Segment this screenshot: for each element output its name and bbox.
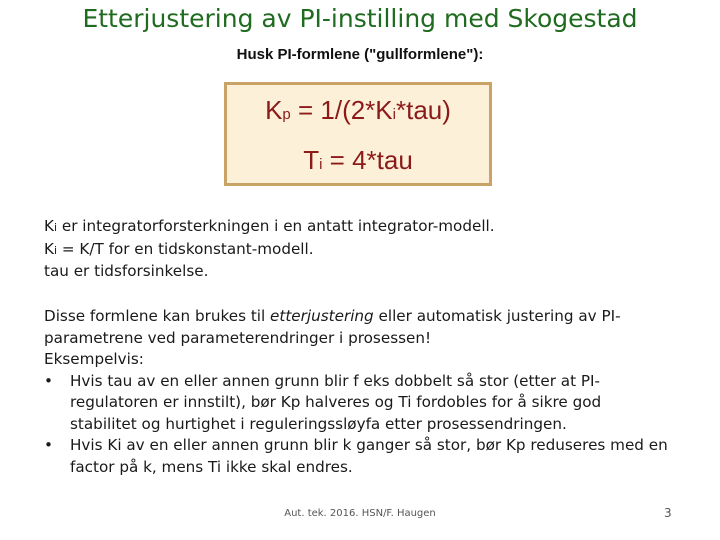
- formula-kp: [227, 95, 489, 126]
- bullet-1-line-3: stabilitet og hurtighet i reguleringssløyfa etter prosessendringen.: [70, 414, 567, 433]
- footer-course: Aut. tek. 2016. HSN/F. Haugen: [284, 508, 436, 519]
- bullet-item-1: [44, 371, 668, 436]
- usage-paragraph: [44, 306, 668, 478]
- formula-kp-symbol: K: [265, 95, 283, 125]
- slide-subtitle: Husk PI-formlene ("gullformlene"):: [236, 46, 484, 63]
- page-number: 3: [664, 506, 672, 520]
- definition-ki-time-constant: [44, 239, 495, 262]
- para-line-1-a: Disse formlene kan brukes til: [44, 307, 271, 325]
- bullet-2-line-1: Hvis Ki av en eller annen grunn blir k ganger så stor, bør Kp reduseres med en: [70, 436, 668, 454]
- def1-i: i: [53, 221, 58, 234]
- def2-i: i: [53, 243, 58, 257]
- bullet-1-line-2: regulatoren er innstilt), bør Kp halveres og Ti fordobles for å sikre god: [70, 393, 602, 411]
- bullet-2-line-2: factor på k, mens Ti ikke skal endres.: [70, 457, 353, 476]
- formula-kp-middle: = 1/(2*K: [290, 95, 393, 125]
- formula-ti-end: = 4*tau: [322, 145, 413, 175]
- bullet-2-mark: •: [44, 436, 53, 454]
- bullet-item-2: [44, 435, 668, 478]
- para-line-3: Eksempelvis:: [44, 350, 144, 368]
- def2-text: = K/T for en tidskonstant-modell.: [57, 239, 314, 258]
- definition-tau: tau er tidsforsinkelse.: [44, 262, 209, 280]
- def1-text: er integratorforsterkningen i en antatt integrator-modell.: [57, 217, 495, 235]
- slide-title: Etterjustering av PI-instilling med Skogestad: [82, 4, 638, 33]
- formula-ti-symbol: T: [303, 145, 320, 175]
- definitions-block: [44, 216, 495, 283]
- bullet-1-mark: •: [44, 371, 53, 390]
- definition-ki: [44, 216, 495, 239]
- formula-ti-subscript: i: [319, 156, 323, 173]
- bullet-1-line-1: Hvis tau av en eller annen grunn blir f eks dobbelt så stor (etter at PI-: [70, 371, 600, 390]
- formula-kp-end: *tau): [396, 95, 451, 125]
- formula-ki-subscript: i: [392, 106, 396, 123]
- para-line-1-b: eller automatisk justering av PI-: [373, 307, 621, 325]
- formula-box: [224, 82, 492, 186]
- formula-ti: [227, 145, 489, 176]
- def2-k: K: [44, 239, 54, 258]
- para-emphasis: etterjustering: [270, 307, 374, 325]
- def1-k: K: [44, 217, 54, 235]
- formula-kp-subscript: p: [282, 106, 291, 123]
- para-line-2: parametrene ved parameterendringer i prosessen!: [44, 328, 432, 347]
- para-line-1: [44, 306, 668, 328]
